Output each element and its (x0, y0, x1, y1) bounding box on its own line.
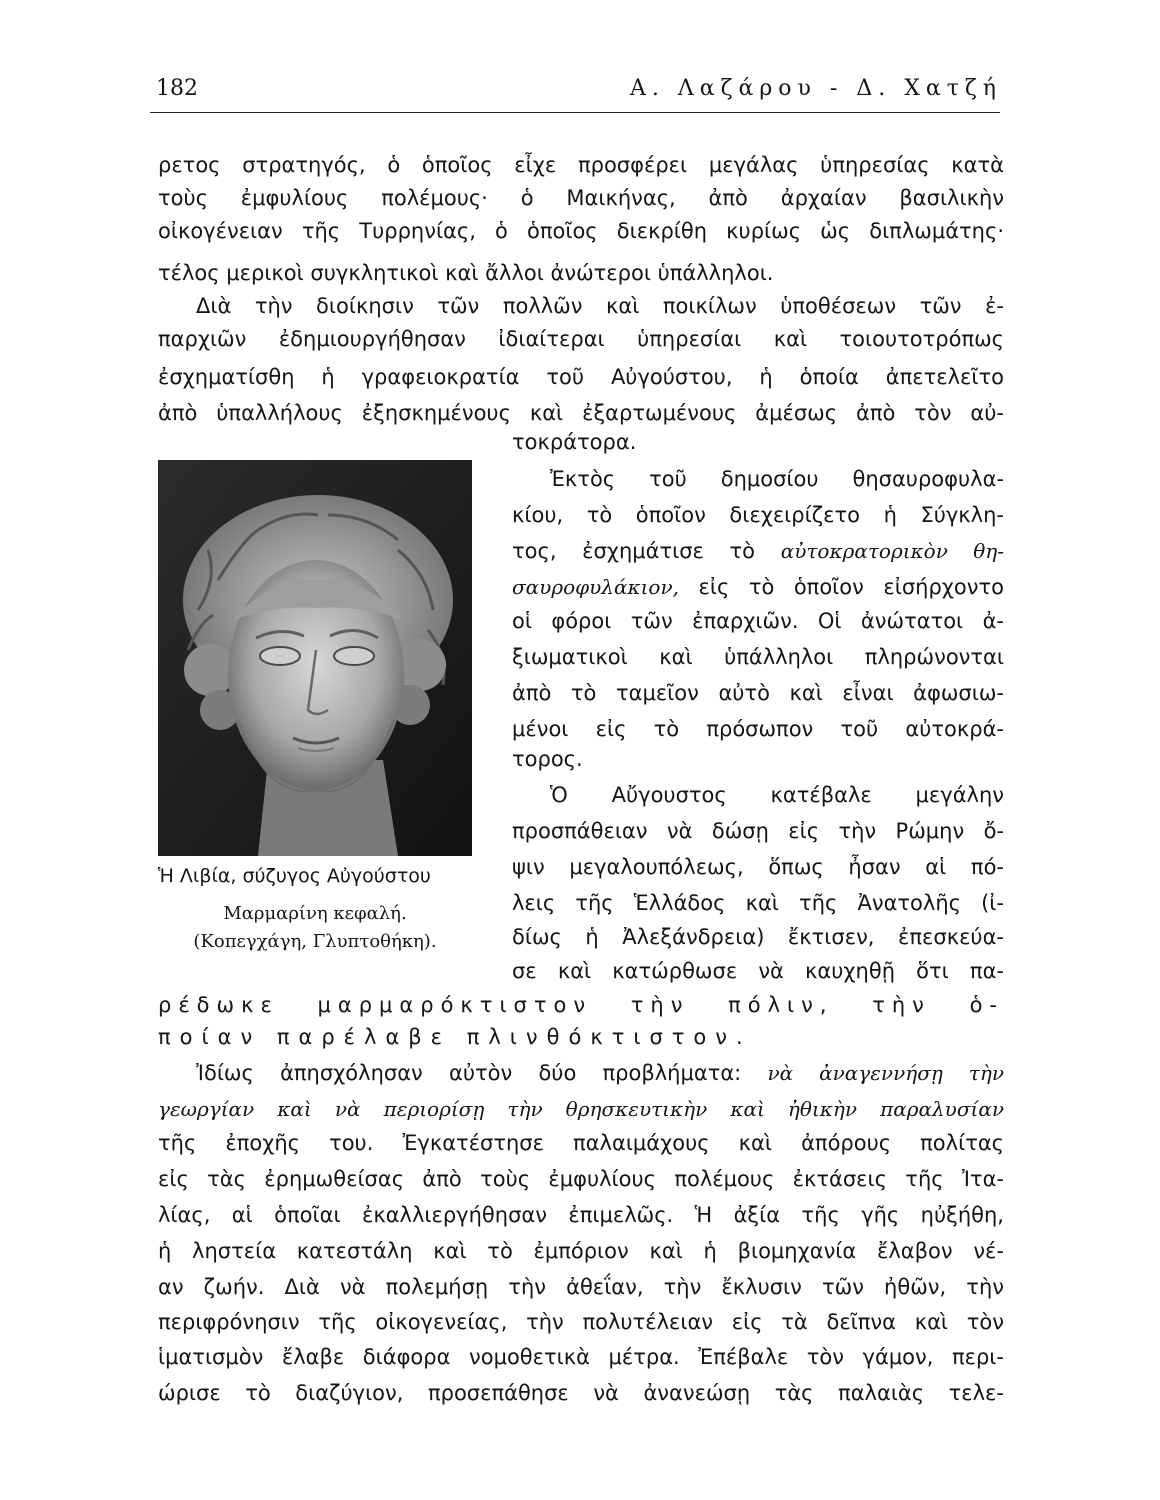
page-header (150, 72, 1002, 112)
text-line: περιφρόνησιν τῆς οἰκογενείας, τὴν πολυτέλειαν εἰς τὰ δεῖπνα καὶ τὸν (158, 1310, 1004, 1334)
text-line: ρετος στρατηγός, ὁ ὁποῖος εἶχε προσφέρει μεγάλας ὑπηρεσίας κατὰ (158, 153, 1004, 177)
figure-caption-material: Μαρμαρίνη κεφαλή. (223, 903, 407, 924)
text-line: εἰς τὰς ἐρημωθείσας ἀπὸ τοὺς ἐμφυλίους πολέμους ἐκτάσεις τῆς Ἰτα- (158, 1167, 1004, 1191)
header-rule (150, 112, 1000, 113)
text-line: δίως ἡ Ἀλεξάνδρεια) ἔκτισεν, ἐπεσκεύα- (512, 925, 1004, 949)
text-line: Διὰ τὴν διοίκησιν τῶν πολλῶν καὶ ποικίλων ὑποθέσεων τῶν ἐ- (196, 294, 1004, 318)
text-line: τῆς ἐποχῆς του. Ἐγκατέστησε παλαιμάχους καὶ ἀπόρους πολίτας (158, 1131, 1004, 1155)
text-line: τορος. (512, 747, 583, 771)
text-line: λεις τῆς Ἑλλάδος καὶ τῆς Ἀνατολῆς (ἰ- (512, 891, 1004, 915)
running-head: Α. Λαζάρου - Δ. Χατζή (629, 76, 1002, 101)
text-line: ποίαν παρέλαβε πλινθόκτιστον. (158, 1025, 752, 1049)
text-line: τέλος μερικοὶ συγκλητικοὶ καὶ ἄλλοι ἀνώτεροι ὑπάλληλοι. (158, 261, 774, 285)
text-run: εἰς τὸ ὁποῖον εἰσήρχοντο (698, 575, 1004, 599)
text-line (512, 572, 1004, 602)
italic-phrase: νὰ ἀναγεννήσῃ τὴν (767, 1061, 1004, 1085)
figure-caption-location: (Κοπεγχάγη, Γλυπτοθήκη). (193, 931, 437, 952)
text-line: προσπάθειαν νὰ δώσῃ εἰς τὴν Ρώμην ὄ- (512, 819, 1004, 843)
text-line: ἀπὸ ὑπαλλήλους ἐξησκημένους καὶ ἐξαρτωμένους ἀμέσως ἀπὸ τὸν αὐ- (158, 401, 1004, 425)
text-line: σε καὶ κατώρθωσε νὰ καυχηθῇ ὅτι πα- (512, 959, 1004, 983)
italic-term: αὐτοκρατορικὸν θη- (780, 539, 1004, 563)
text-line: Ὁ Αὔγουστος κατέβαλε μεγάλην (550, 783, 1004, 807)
italic-term: σαυροφυλάκιον, (512, 575, 679, 599)
text-line: οἰκογένειαν τῆς Τυρρηνίας, ὁ ὁποῖος διεκρίθη κυρίως ὡς διπλωμάτης· (158, 219, 1004, 243)
page-number: 182 (156, 76, 198, 101)
text-line: μένοι εἰς τὸ πρόσωπον τοῦ αὐτοκρά- (512, 717, 1004, 741)
text-line: ἡ ληστεία κατεστάλη καὶ τὸ ἐμπόριον καὶ ἡ βιομηχανία ἔλαβον νέ- (158, 1239, 1004, 1263)
text-line: ώρισε τὸ διαζύγιον, προσεπάθησε νὰ ἀνανεώσῃ τὰς παλαιὰς τελε- (158, 1381, 1004, 1405)
text-line: ξιωματικοὶ καὶ ὑπάλληλοι πληρώνονται (512, 645, 1004, 669)
text-line: αν ζωήν. Διὰ νὰ πολεμήσῃ τὴν ἀθεΐαν, τὴν ἔκλυσιν τῶν ἠθῶν, τὴν (158, 1275, 1004, 1299)
text-line: οἱ φόροι τῶν ἐπαρχιῶν. Οἱ ἀνώτατοι ἀ- (512, 609, 1004, 633)
text-line: ἱματισμὸν ἔλαβε διάφορα νομοθετικὰ μέτρα. Ἐπέβαλε τὸν γάμον, περι- (158, 1345, 1004, 1369)
text-line: ἀπὸ τὸ ταμεῖον αὐτὸ καὶ εἶναι ἀφωσιω- (512, 681, 1004, 705)
livia-marble-head-photo (158, 460, 472, 856)
marble-head-illustration (158, 460, 472, 856)
text-run: τος, ἐσχημάτισε τὸ (512, 539, 756, 563)
text-line: Ἐκτὸς τοῦ δημοσίου θησαυροφυλα- (550, 467, 1004, 491)
text-line: κίου, τὸ ὁποῖον διεχειρίζετο ἡ Σύγκλη- (512, 503, 1004, 527)
text-run: Ἰδίως ἀπησχόλησαν αὐτὸν δύο προβλήματα: (196, 1061, 742, 1085)
text-line (512, 536, 1004, 566)
figure-caption-title: Ἡ Λιβία, σύζυγος Αὐγούστου (158, 865, 431, 887)
text-line: ρέδωκε μαρμαρόκτιστον τὴν πόλιν, τὴν ὁ- (158, 993, 1004, 1017)
text-line: τοὺς ἐμφυλίους πολέμους· ὁ Μαικήνας, ἀπὸ ἀρχαίαν βασιλικὴν (158, 186, 1004, 210)
text-line: ψιν μεγαλουπόλεως, ὅπως ἦσαν αἱ πό- (512, 855, 1004, 879)
text-line: ἐσχηματίσθη ἡ γραφειοκρατία τοῦ Αὐγούστου, ἡ ὁποία ἀπετελεῖτο (158, 365, 1004, 389)
text-line-italic: γεωργίαν καὶ νὰ περιορίσῃ τὴν θρησκευτικὴν καὶ ἠθικὴν παραλυσίαν (158, 1097, 1004, 1121)
text-line (158, 1058, 1004, 1088)
text-line: λίας, αἱ ὁποῖαι ἐκαλλιεργήθησαν ἐπιμελῶς. Ἡ ἀξία τῆς γῆς ηὐξήθη, (158, 1203, 1004, 1227)
text-line: παρχιῶν ἐδημιουργήθησαν ἰδιαίτεραι ὑπηρεσίαι καὶ τοιουτοτρόπως (158, 327, 1004, 351)
text-line: τοκράτορα. (512, 430, 637, 454)
